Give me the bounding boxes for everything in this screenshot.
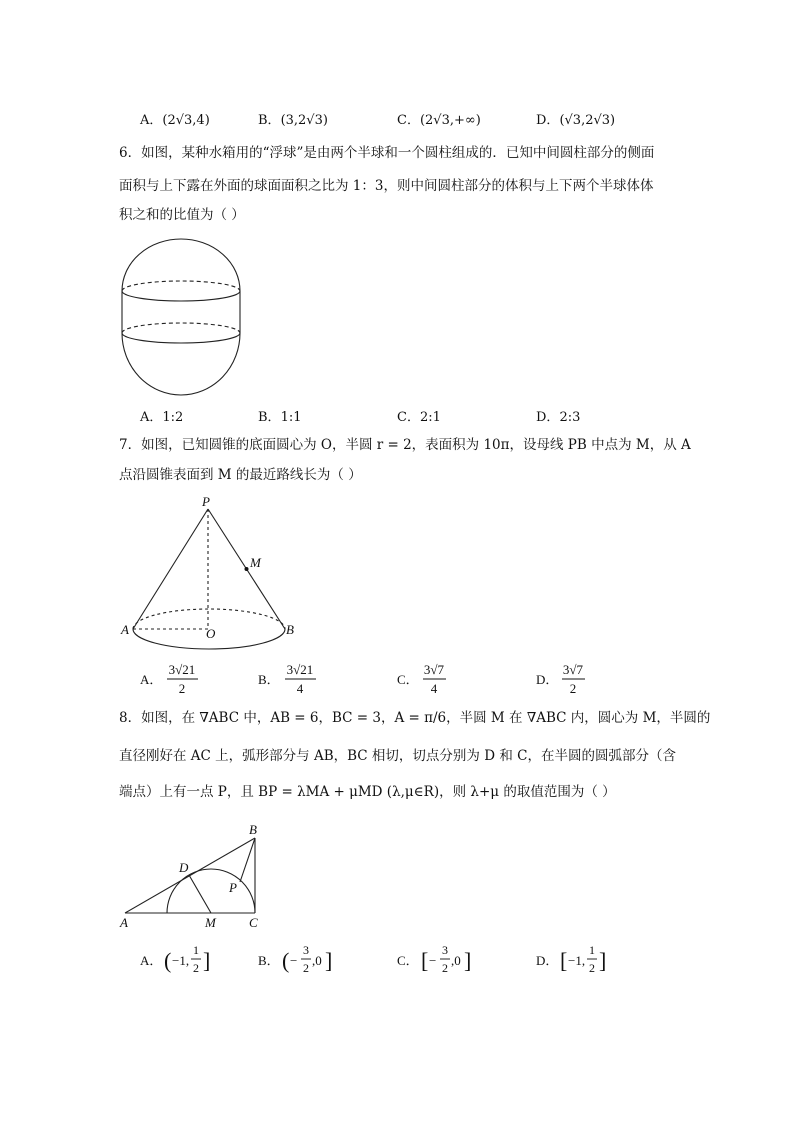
fraction-denominator: 4	[296, 681, 304, 696]
option-label: A．	[140, 113, 163, 128]
interval-right-value: ,0	[451, 953, 461, 968]
segment-bp	[240, 838, 255, 882]
fraction-numerator: 3√7	[423, 662, 445, 677]
q6-option-b	[258, 406, 301, 425]
bottom-ellipse-front	[122, 333, 240, 343]
interval-open-bracket: [	[421, 948, 429, 973]
interval-open-bracket: (	[282, 948, 290, 973]
interval-minus-sign: −	[290, 953, 298, 968]
option-label: C．	[397, 672, 419, 687]
fraction-denominator: 2	[569, 681, 577, 696]
q5-option-b	[258, 109, 328, 128]
fraction-numerator: 3	[303, 943, 309, 957]
q8-option-b	[258, 940, 348, 982]
fraction-numerator: 1	[193, 943, 199, 957]
option-label: B．	[258, 113, 281, 128]
interval-close-bracket: ]	[464, 948, 472, 973]
option-text: 1:2	[162, 410, 184, 425]
interval-close-bracket: ]	[599, 948, 607, 973]
generatrix-pa	[133, 509, 208, 629]
q6-line-2: 面积与上下露在外面的球面面积之比为 1：3，则中间圆柱部分的体积与上下两个半球体体	[119, 178, 654, 194]
q6-option-a	[140, 406, 183, 425]
option-label: A．	[140, 672, 163, 687]
option-label: B．	[258, 410, 281, 425]
fraction-numerator: 1	[589, 943, 595, 957]
q6-line-3: 积之和的比值为（ ）	[119, 207, 245, 223]
upper-hemisphere-arc	[122, 239, 240, 291]
radius-md	[189, 875, 211, 913]
q6-line-1: 6．如图，某种水箱用的“浮球”是由两个半球和一个圆柱组成的．已知中间圆柱部分的侧面	[119, 145, 655, 161]
q8-option-a	[140, 940, 230, 982]
q5-option-c	[397, 109, 481, 128]
q7-option-d	[536, 660, 611, 700]
option-label: A．	[140, 953, 163, 968]
option-text: 2:3	[559, 410, 581, 425]
option-label: A．	[140, 410, 163, 425]
q7-option-c	[397, 660, 472, 700]
option-label: D．	[536, 672, 559, 687]
option-label: B．	[258, 953, 280, 968]
label-d: D	[179, 860, 189, 875]
fraction-denominator: 2	[303, 961, 309, 975]
top-ellipse-front	[122, 291, 240, 301]
q6-option-c	[397, 406, 441, 425]
label-m: M	[205, 915, 216, 930]
option-text: (√3,2√3)	[559, 113, 616, 128]
q5-option-a	[140, 109, 210, 128]
q8-line-1: 8．如图，在 ∇ABC 中，AB = 6，BC = 3，A = π/6，半圆 M 在 ∇ABC 内，圆心为 M，半圆的	[119, 710, 711, 726]
option-label: D．	[536, 113, 560, 128]
interval-open-bracket: (	[164, 948, 172, 973]
fraction-denominator: 2	[193, 961, 199, 975]
interval-left-value: −1,	[568, 953, 586, 968]
side-ab	[125, 838, 255, 913]
fraction-numerator: 3	[442, 943, 448, 957]
q8-triangle-figure	[115, 820, 275, 935]
top-ellipse-back	[122, 281, 240, 291]
interval-close-bracket: ]	[203, 948, 211, 973]
label-o: O	[206, 626, 216, 641]
lower-hemisphere-arc	[122, 333, 240, 395]
label-a: A	[120, 915, 128, 930]
q7-option-b	[258, 660, 333, 700]
fraction-denominator: 2	[442, 961, 448, 975]
option-text: (2√3,4)	[162, 113, 210, 128]
option-text: 1:1	[280, 410, 302, 425]
option-label: C．	[397, 953, 419, 968]
q8-option-c	[397, 940, 487, 982]
label-p: P	[229, 880, 237, 895]
q8-line-3: 端点）上有一点 P，且 BP = λMA + μMD (λ,μ∈R)，则 λ+μ 的取值范围为（ ）	[119, 784, 616, 800]
q7-cone-figure	[115, 492, 305, 652]
q6-float-ball-figure	[118, 236, 248, 406]
option-text: (2√3,+∞)	[419, 113, 481, 128]
fraction-denominator: 4	[430, 681, 438, 696]
fraction-denominator: 2	[178, 681, 186, 696]
q7-line-1: 7．如图，已知圆锥的底面圆心为 O，半圆 r = 2，表面积为 10π，设母线 PB 中点为 M，从 A	[119, 437, 691, 453]
midpoint-m-dot	[245, 567, 249, 571]
interval-minus-sign: −	[429, 953, 437, 968]
q8-line-2: 直径刚好在 AC 上，弧形部分与 AB，BC 相切，切点分别为 D 和 C，在半圆的圆弧部分（含	[119, 748, 676, 764]
bottom-ellipse-back	[122, 323, 240, 333]
fraction-numerator: 3√21	[168, 662, 196, 677]
q5-option-d	[536, 109, 615, 128]
label-p: P	[202, 494, 210, 509]
fraction-numerator: 3√21	[286, 662, 314, 677]
option-label: D．	[536, 410, 560, 425]
fraction-denominator: 2	[589, 961, 595, 975]
interval-left-value: −1,	[172, 953, 190, 968]
q6-option-d	[536, 406, 580, 425]
option-text: 2:1	[419, 410, 441, 425]
interval-close-bracket: ]	[325, 948, 333, 973]
interval-right-value: ,0	[312, 953, 322, 968]
label-c: C	[249, 915, 258, 930]
option-label: B．	[258, 672, 280, 687]
interval-open-bracket: [	[560, 948, 568, 973]
option-label: D．	[536, 953, 559, 968]
label-b: B	[286, 622, 294, 637]
q8-option-d	[536, 940, 626, 982]
option-label: C．	[397, 113, 420, 128]
option-label: C．	[397, 410, 420, 425]
label-a: A	[121, 622, 129, 637]
label-m: M	[250, 555, 261, 570]
fraction-numerator: 3√7	[562, 662, 584, 677]
q7-line-2: 点沿圆锥表面到 M 的最近路线长为（ ）	[119, 467, 362, 483]
option-text: (3,2√3)	[280, 113, 328, 128]
q7-option-a	[140, 660, 215, 700]
label-b: B	[249, 822, 257, 837]
